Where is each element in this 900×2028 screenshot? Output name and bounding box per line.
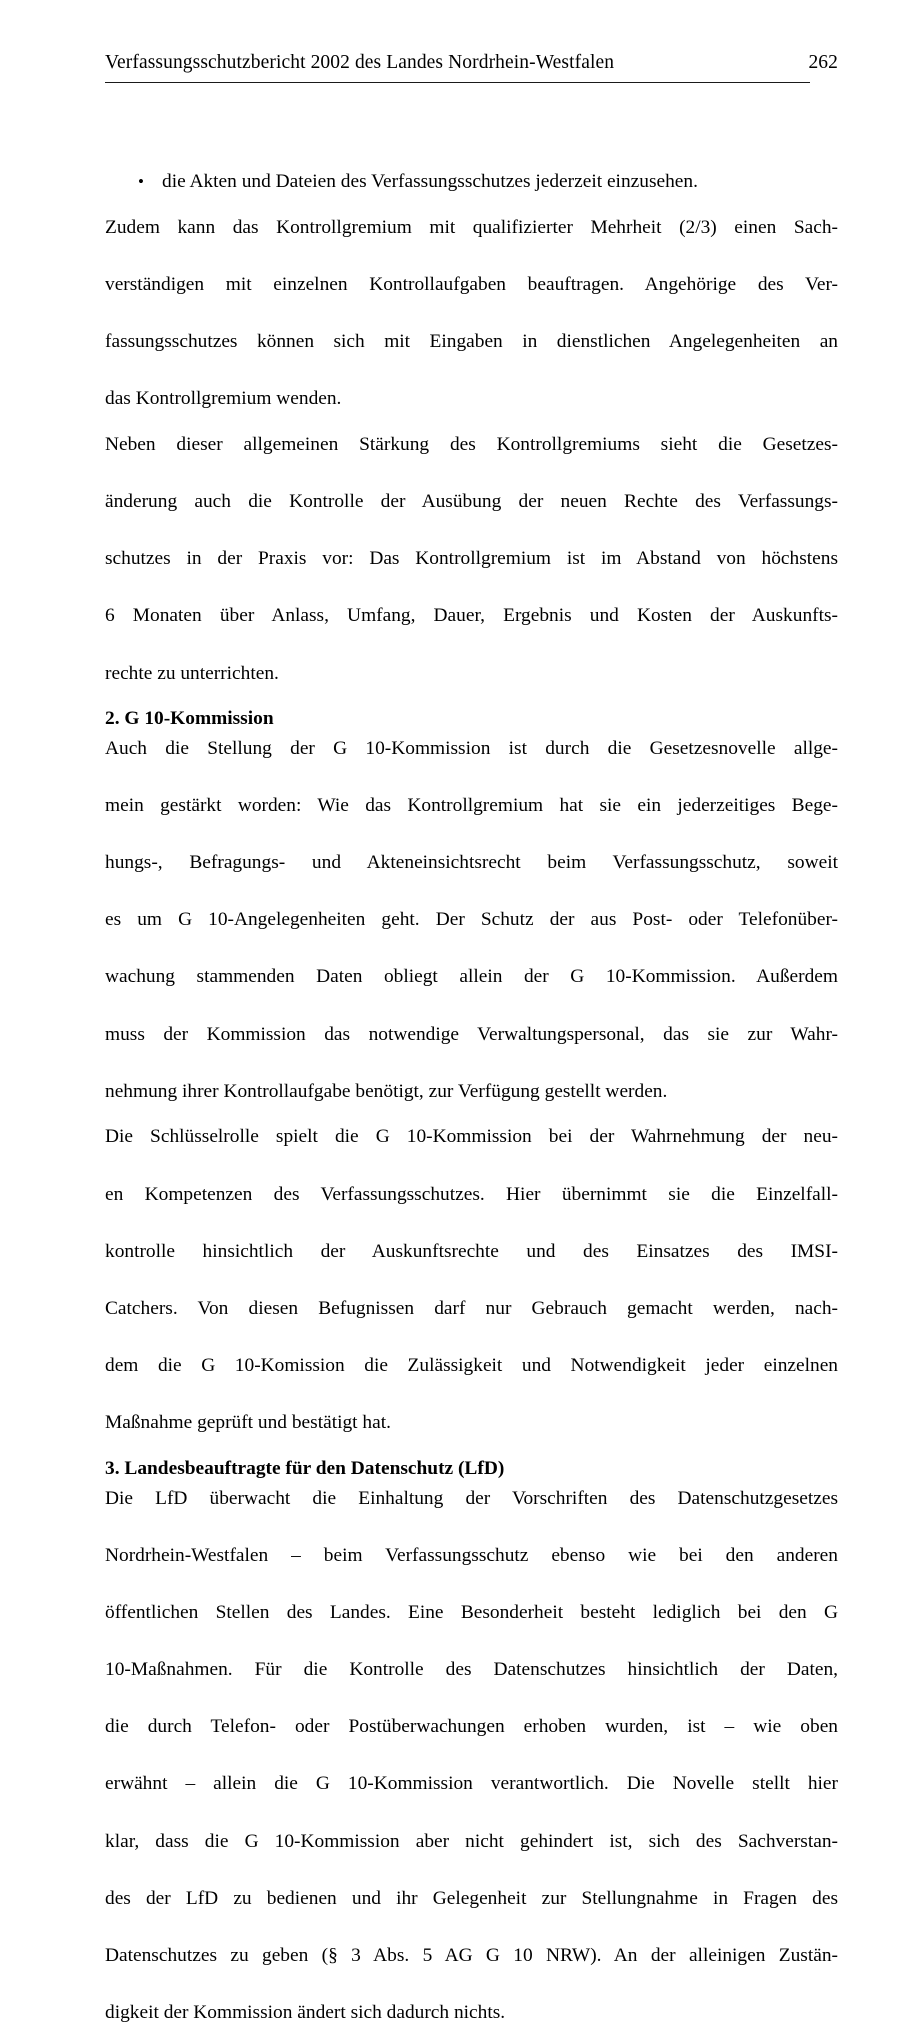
text-line: änderung auch die Kontrolle der Ausübung der neuen Rechte des Verfassungs- <box>105 490 838 512</box>
text-line: Die Schlüsselrolle spielt die G 10-Kommission bei der Wahrnehmung der neu- <box>105 1126 838 1148</box>
text-line: schutzes in der Praxis vor: Das Kontrollgremium ist im Abstand von höchstens <box>105 548 838 570</box>
text-line: wachung stammenden Daten obliegt allein der G 10-Kommission. Außerdem <box>105 966 838 988</box>
text-line: Nordrhein-Westfalen – beim Verfassungsschutz ebenso wie bei den anderen <box>105 1544 838 1566</box>
paragraph-5 <box>105 1485 838 2028</box>
text-line: Neben dieser allgemeinen Stärkung des Kontrollgremiums sieht die Gesetzes- <box>105 433 838 455</box>
text-line: die durch Telefon- oder Postüberwachungen erhoben wurden, ist – wie oben <box>105 1716 838 1738</box>
text-line: fassungsschutzes können sich mit Eingaben in dienstlichen Angelegenheiten an <box>105 330 838 352</box>
text-line: muss der Kommission das notwendige Verwaltungspersonal, das sie zur Wahr- <box>105 1023 838 1045</box>
text-line: Zudem kann das Kontrollgremium mit qualifizierter Mehrheit (2/3) einen Sach- <box>105 216 838 238</box>
text-line: 10-Maßnahmen. Für die Kontrolle des Datenschutzes hinsichtlich der Daten, <box>105 1659 838 1681</box>
page-number: 262 <box>808 52 838 73</box>
header-title: Verfassungsschutzbericht 2002 des Landes Nordrhein-Westfalen <box>105 52 615 73</box>
page-header <box>105 50 838 76</box>
text-line: 6 Monaten über Anlass, Umfang, Dauer, Ergebnis und Kosten der Auskunfts- <box>105 605 838 627</box>
section-heading-3: 3. Landesbeauftragte für den Datenschutz (LfD) <box>105 1457 505 1479</box>
text-line: das Kontrollgremium wenden. <box>105 388 342 410</box>
text-line: Maßnahme geprüft und bestätigt hat. <box>105 1412 391 1434</box>
text-line: kontrolle hinsichtlich der Auskunftsrechte und des Einsatzes des IMSI- <box>105 1240 838 1262</box>
text-line: es um G 10-Angelegenheiten geht. Der Schutz der aus Post- oder Telefonüber- <box>105 909 838 931</box>
header-row <box>105 50 838 76</box>
text-line: dem die G 10-Komission die Zulässigkeit und Notwendigkeit jeder einzelnen <box>105 1355 838 1377</box>
text-line: Die LfD überwacht die Einhaltung der Vorschriften des Datenschutzgesetzes <box>105 1487 838 1509</box>
list-item-label: die Akten und Dateien des Verfassungsschutzes jederzeit einzusehen. <box>162 171 698 192</box>
document-body <box>105 168 838 2028</box>
text-line: öffentlichen Stellen des Landes. Eine Besonderheit besteht lediglich bei den G <box>105 1601 838 1623</box>
paragraph-1 <box>105 214 838 414</box>
text-line: en Kompetenzen des Verfassungsschutzes. Hier übernimmt sie die Einzelfall- <box>105 1183 838 1205</box>
text-line: Datenschutzes zu geben (§ 3 Abs. 5 AG G 10 NRW). An der alleinigen Zustän- <box>105 1945 838 1967</box>
bullet-dot-icon: • <box>138 172 144 191</box>
text-line: hungs-, Befragungs- und Akteneinsichtsrecht beim Verfassungsschutz, soweit <box>105 852 838 874</box>
text-line: mein gestärkt worden: Wie das Kontrollgremium hat sie ein jederzeitiges Bege- <box>105 794 838 816</box>
text-line: digkeit der Kommission ändert sich dadurch nichts. <box>105 2002 506 2024</box>
text-line: klar, dass die G 10-Kommission aber nicht gehindert ist, sich des Sachverstan- <box>105 1830 838 1852</box>
list-item <box>105 168 838 197</box>
section-heading-2: 2. G 10-Kommission <box>105 708 274 730</box>
text-line: verständigen mit einzelnen Kontrollaufgaben beauftragen. Angehörige des Ver- <box>105 273 838 295</box>
header-rule <box>105 82 810 83</box>
bullet-list <box>105 168 838 197</box>
text-line: Auch die Stellung der G 10-Kommission ist durch die Gesetzesnovelle allge- <box>105 737 838 759</box>
text-line: erwähnt – allein die G 10-Kommission verantwortlich. Die Novelle stellt hier <box>105 1773 838 1795</box>
paragraph-4 <box>105 1123 838 1438</box>
paragraph-3 <box>105 735 838 1107</box>
text-line: des der LfD zu bedienen und ihr Gelegenheit zur Stellungnahme in Fragen des <box>105 1887 838 1909</box>
text-line: nehmung ihrer Kontrollaufgabe benötigt, zur Verfügung gestellt werden. <box>105 1080 668 1102</box>
paragraph-2 <box>105 431 838 688</box>
text-line: rechte zu unterrichten. <box>105 662 279 684</box>
text-line: Catchers. Von diesen Befugnissen darf nur Gebrauch gemacht werden, nach- <box>105 1297 838 1319</box>
